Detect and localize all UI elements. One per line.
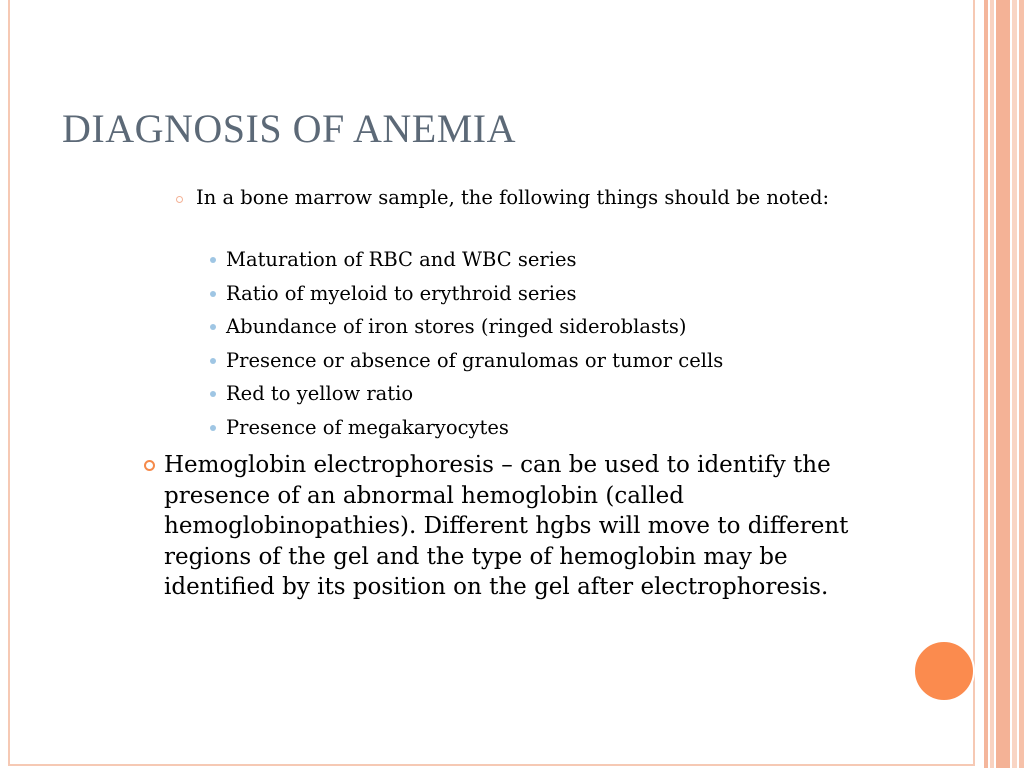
electrophoresis-bullet <box>164 450 889 603</box>
dot-bullet-icon <box>210 257 216 263</box>
decorative-stripe <box>1019 0 1024 768</box>
list-item-text: Presence of megakaryocytes <box>226 415 509 439</box>
list-item-text: Presence or absence of granulomas or tumor cells <box>226 348 724 372</box>
list-item <box>226 414 723 448</box>
dot-bullet-icon <box>210 425 216 431</box>
slide-title: DIAGNOSIS OF ANEMIA <box>62 106 516 151</box>
decorative-circle-icon <box>913 640 975 702</box>
decorative-stripe <box>990 0 994 768</box>
dot-bullet-icon <box>210 391 216 397</box>
ring-bullet-icon <box>144 460 155 471</box>
dot-bullet-icon <box>210 324 216 330</box>
list-item <box>226 380 723 414</box>
list-item <box>226 347 723 381</box>
list-item <box>226 246 723 280</box>
bone-marrow-sublist <box>226 246 723 447</box>
list-item-text: Abundance of iron stores (ringed sideroblasts) <box>226 315 687 338</box>
decorative-stripe <box>996 0 1010 768</box>
dot-bullet-icon <box>210 291 216 297</box>
bone-marrow-text: In a bone marrow sample, the following things should be noted: <box>196 186 830 209</box>
list-item <box>226 313 723 347</box>
hollow-circle-bullet-icon <box>176 196 183 203</box>
list-item-text: Ratio of myeloid to erythroid series <box>226 281 577 305</box>
list-item-text: Red to yellow ratio <box>226 382 414 405</box>
dot-bullet-icon <box>210 358 216 364</box>
decorative-stripe <box>1012 0 1017 768</box>
bone-marrow-bullet <box>196 184 886 212</box>
decorative-stripe <box>984 0 988 768</box>
electrophoresis-text: Hemoglobin electrophoresis – can be used to identify the presence of an abnormal hemoglobin (called hemoglobinopathies). Different hgbs will move to different regions of the gel and the type of hemoglobin may be identified by its position on the gel after electrophoresis. <box>164 452 849 600</box>
list-item <box>226 280 723 314</box>
list-item-text: Maturation of RBC and WBC series <box>226 248 577 271</box>
